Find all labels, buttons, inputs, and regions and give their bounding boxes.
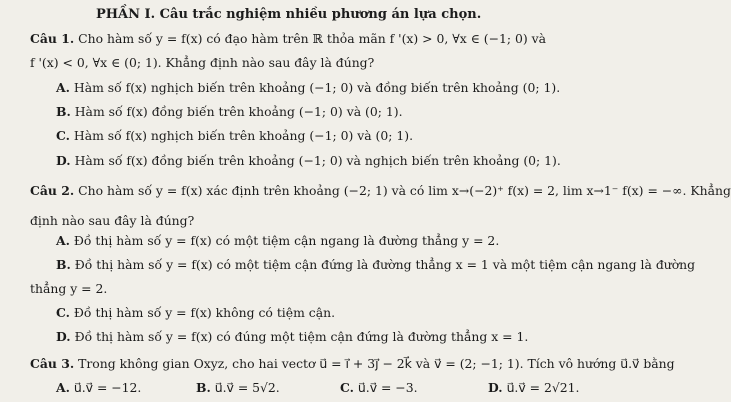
option-letter: D. [56, 329, 71, 344]
question-2-option-b-continuation: thẳng y = 2. [30, 281, 108, 296]
option-text: u⃗.v⃗ = −12. [73, 380, 142, 395]
option-text: Hàm số f(x) nghịch biến trên khoảng (−1; 0) và đồng biến trên khoảng (0; 1). [73, 80, 561, 95]
question-3-stem-line-1 [30, 356, 675, 372]
question-2-stem-line-1 [30, 183, 731, 199]
option-text: Đồ thị hàm số y = f(x) không có tiệm cận. [73, 305, 336, 320]
option-letter: B. [56, 257, 71, 272]
option-text: Đồ thị hàm số y = f(x) có đúng một tiệm cận đứng là đường thẳng x = 1. [74, 329, 529, 344]
question-2-label: Câu 2. [30, 183, 75, 198]
option-letter: A. [56, 380, 70, 395]
option-letter: B. [196, 380, 211, 395]
question-1-option-d [56, 153, 561, 169]
question-2-option-b [56, 257, 695, 273]
question-3-stem-text-1: Trong không gian Oxyz, cho hai vectơ u⃗ = i⃗ + 3j⃗ − 2k⃗ và v⃗ = (2; −1; 1). Tích vô hướng u⃗.v⃗ bằng [78, 356, 675, 371]
option-letter: A. [56, 80, 70, 95]
question-2-option-c [56, 305, 335, 321]
option-text: u⃗.v⃗ = −3. [357, 380, 418, 395]
option-letter: D. [56, 153, 71, 168]
question-3-option-b [196, 380, 280, 396]
option-letter: C. [56, 305, 70, 320]
question-1-option-b [56, 104, 403, 120]
question-2-option-a [56, 233, 499, 249]
option-letter: A. [56, 233, 70, 248]
section-title: PHẦN I. Câu trắc nghiệm nhiều phương án lựa chọn. [96, 7, 482, 22]
option-text: Đồ thị hàm số y = f(x) có một tiệm cận ngang là đường thẳng y = 2. [73, 233, 500, 248]
option-text: Hàm số f(x) đồng biến trên khoảng (−1; 0) và (0; 1). [74, 104, 403, 119]
option-letter: C. [340, 380, 354, 395]
question-1-label: Câu 1. [30, 31, 75, 46]
question-3-option-c [340, 380, 418, 396]
question-1-option-c [56, 128, 413, 144]
question-2-option-d [56, 329, 528, 345]
question-1-option-a [56, 80, 560, 96]
question-2-stem-line-2: định nào sau đây là đúng? [30, 213, 195, 228]
option-text: u⃗.v⃗ = 2√21. [506, 380, 580, 395]
question-2-stem-text-1: Cho hàm số y = f(x) xác định trên khoảng (−2; 1) và có lim x→(−2)⁺ f(x) = 2, lim x→1⁻ f(x) = −∞. Khẳng [78, 183, 731, 198]
question-3-label: Câu 3. [30, 356, 75, 371]
question-3-option-d [488, 380, 579, 396]
option-text: Đồ thị hàm số y = f(x) có một tiệm cận đứng là đường thẳng x = 1 và một tiệm cận ngang là đường [74, 257, 696, 272]
question-1-stem-text-1: Cho hàm số y = f(x) có đạo hàm trên ℝ thỏa mãn f '(x) > 0, ∀x ∈ (−1; 0) và [78, 31, 547, 46]
option-text: Hàm số f(x) đồng biến trên khoảng (−1; 0) và nghịch biến trên khoảng (0; 1). [74, 153, 561, 168]
option-letter: C. [56, 128, 70, 143]
question-1-stem-line-1 [30, 31, 546, 47]
question-1-stem-line-2: f '(x) < 0, ∀x ∈ (0; 1). Khẳng định nào sau đây là đúng? [30, 55, 375, 70]
option-letter: D. [488, 380, 503, 395]
option-text: u⃗.v⃗ = 5√2. [214, 380, 280, 395]
question-3-option-a [56, 380, 141, 396]
option-letter: B. [56, 104, 71, 119]
option-text: Hàm số f(x) nghịch biến trên khoảng (−1; 0) và (0; 1). [73, 128, 414, 143]
